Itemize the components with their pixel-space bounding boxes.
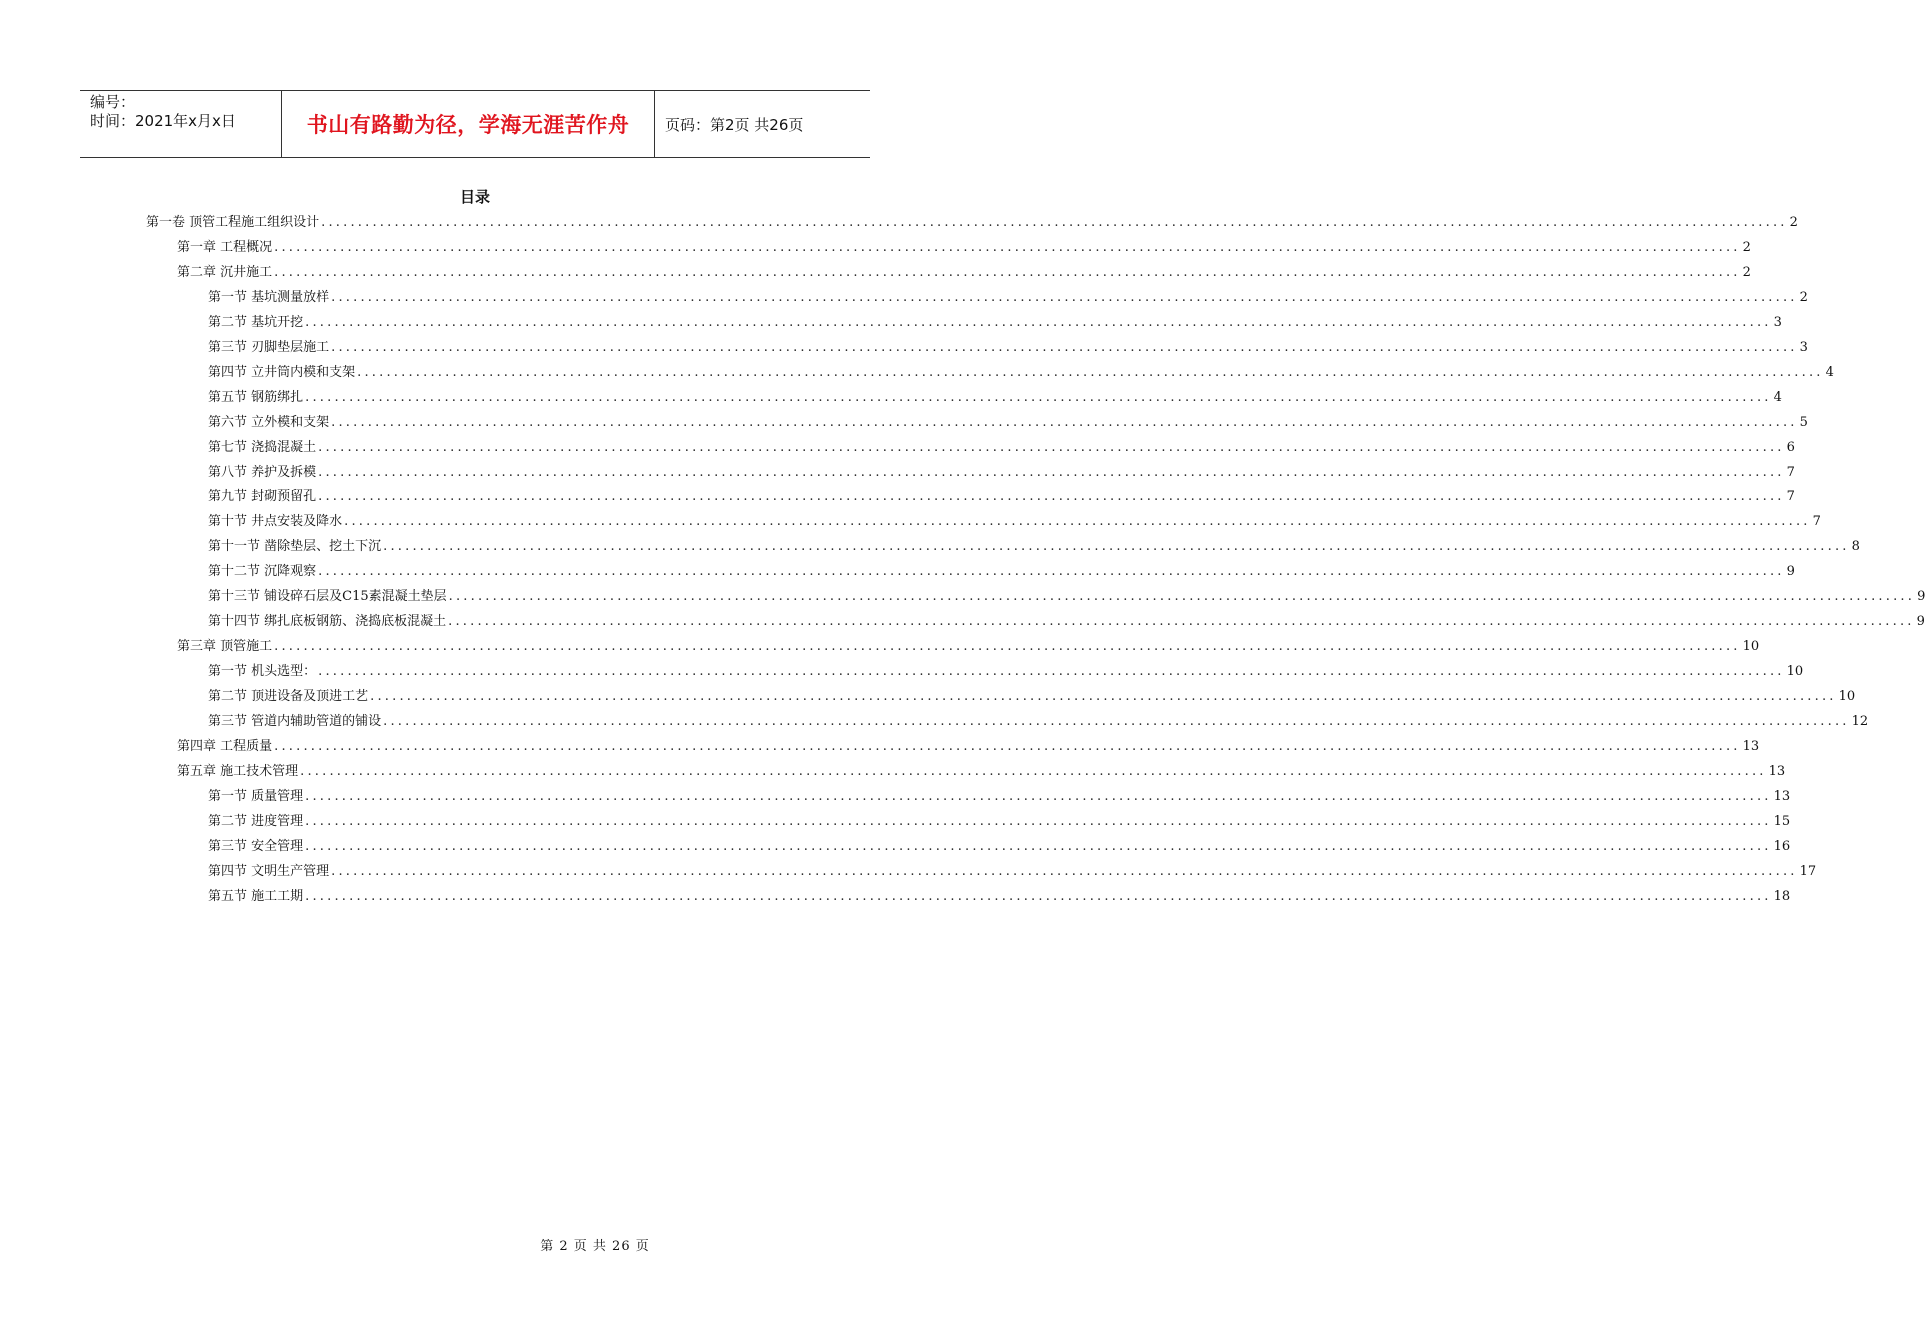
toc-entry-page: 2 <box>1799 289 1808 305</box>
toc-dot-leader: ........................................................................................................................................................................................................ <box>448 614 1915 630</box>
toc-entry-label: 第十二节 沉降观察 <box>208 564 317 580</box>
toc-entry-label: 第四章 工程质量 <box>177 738 273 754</box>
toc-entry-page: 2 <box>1742 264 1751 280</box>
toc-entry-page: 18 <box>1773 888 1791 904</box>
toc-entry-page: 13 <box>1768 763 1786 779</box>
toc-entry[interactable] <box>208 532 1860 556</box>
toc-entry-page: 13 <box>1773 788 1791 804</box>
toc-entry[interactable] <box>208 807 1791 831</box>
toc-entry-label: 第十三节 铺设碎石层及C15素混凝土垫层 <box>208 589 447 605</box>
toc-entry[interactable] <box>208 657 1804 681</box>
toc-dot-leader: ........................................................................................................................................................................................................ <box>274 738 1741 754</box>
toc-entry-page: 10 <box>1742 639 1760 655</box>
toc-entry-page: 7 <box>1786 464 1795 480</box>
toc-entry-label: 第二节 进度管理 <box>208 813 304 829</box>
toc-dot-leader: ........................................................................................................................................................................................................ <box>318 464 1785 480</box>
toc-title: 目录 <box>459 188 490 206</box>
toc-dot-leader: ........................................................................................................................................................................................................ <box>331 863 1798 879</box>
toc-dot-leader: ........................................................................................................................................................................................................ <box>305 888 1772 904</box>
toc-dot-leader: ........................................................................................................................................................................................................ <box>448 589 1916 605</box>
toc-entry[interactable] <box>208 857 1817 881</box>
toc-entry-page: 9 <box>1786 564 1795 580</box>
toc-entry-page: 15 <box>1773 813 1791 829</box>
toc-entry-label: 第一章 工程概况 <box>177 239 273 255</box>
toc-entry-page: 4 <box>1825 364 1834 380</box>
toc-entry-page: 7 <box>1812 514 1821 530</box>
toc-entry-page: 10 <box>1838 689 1856 705</box>
toc-dot-leader: ........................................................................................................................................................................................................ <box>383 714 1850 729</box>
toc-entry-label: 第二节 基坑开挖 <box>208 314 304 330</box>
toc-entry-page: 3 <box>1773 314 1782 330</box>
toc-entry[interactable] <box>177 233 1751 257</box>
toc-dot-leader: ........................................................................................................................................................................................................ <box>318 489 1785 505</box>
toc-entry-label: 第十节 井点安装及降水 <box>208 514 343 530</box>
toc-entry-page: 13 <box>1742 738 1760 754</box>
toc-dot-leader: ........................................................................................................................................................................................................ <box>305 788 1772 804</box>
toc-entry-page: 9 <box>1917 589 1925 605</box>
toc-entry[interactable] <box>208 707 1869 731</box>
toc-entry-page: 7 <box>1786 489 1795 505</box>
toc-entry[interactable] <box>208 308 1782 332</box>
toc-dot-leader: ........................................................................................................................................................................................................ <box>274 264 1741 280</box>
toc-entry-page: 2 <box>1789 215 1798 230</box>
toc-entry-label: 第二章 沉井施工 <box>177 264 273 280</box>
toc-entry-page: 10 <box>1786 664 1804 680</box>
toc-entry[interactable] <box>208 383 1782 407</box>
header-page-info: 页码：第2页 共26页 <box>665 115 804 134</box>
toc-entry[interactable] <box>208 458 1795 482</box>
toc-entry-label: 第三节 刃脚垫层施工 <box>208 339 330 355</box>
toc-dot-leader: ........................................................................................................................................................................................................ <box>305 813 1772 829</box>
toc-entry-label: 第三章 顶管施工 <box>177 639 273 655</box>
toc-entry-page: 17 <box>1799 863 1817 879</box>
toc-entry-page: 4 <box>1773 389 1782 405</box>
header-motto: 书山有路勤为径，学海无涯苦作舟 <box>282 91 655 157</box>
toc-entry-label: 第一节 质量管理 <box>208 788 304 804</box>
toc-entry[interactable] <box>208 408 1808 432</box>
toc-entry[interactable] <box>146 208 1798 232</box>
toc-entry-label: 第二节 顶进设备及顶进工艺 <box>208 689 369 705</box>
toc-dot-leader: ........................................................................................................................................................................................................ <box>357 364 1824 380</box>
toc-dot-leader: ........................................................................................................................................................................................................ <box>305 389 1772 405</box>
toc-entry[interactable] <box>208 507 1821 531</box>
toc-entry[interactable] <box>208 283 1808 307</box>
toc-entry[interactable] <box>208 557 1795 581</box>
toc-entry[interactable] <box>208 682 1856 706</box>
toc-entry[interactable] <box>208 607 1925 631</box>
header-meta <box>80 91 282 157</box>
toc-entry[interactable] <box>177 632 1760 656</box>
toc-entry-page: 16 <box>1773 838 1791 854</box>
toc-entry-label: 第一节 基坑测量放样 <box>208 289 330 305</box>
toc-dot-leader: ........................................................................................................................................................................................................ <box>305 838 1772 854</box>
page-footer: 第 2 页 共 26 页 <box>540 1239 650 1254</box>
toc-entry-label: 第五章 施工技术管理 <box>177 763 299 779</box>
toc-dot-leader: ........................................................................................................................................................................................................ <box>318 564 1785 580</box>
toc-entry-label: 第七节 浇捣混凝土 <box>208 439 317 455</box>
toc-entry-label: 第三节 安全管理 <box>208 838 304 854</box>
toc-dot-leader: ........................................................................................................................................................................................................ <box>383 539 1850 555</box>
toc-dot-leader: ........................................................................................................................................................................................................ <box>331 414 1798 430</box>
toc-entry[interactable] <box>208 582 1925 606</box>
toc-dot-leader: ........................................................................................................................................................................................................ <box>305 314 1772 330</box>
document-time-label: 时间：2021年x月x日 <box>90 112 236 130</box>
toc-entry[interactable] <box>208 482 1795 506</box>
toc-entry-label: 第五节 施工工期 <box>208 888 304 904</box>
toc-entry-label: 第六节 立外模和支架 <box>208 414 330 430</box>
toc-dot-leader: ........................................................................................................................................................................................................ <box>331 339 1798 355</box>
toc-entry-label: 第一卷 顶管工程施工组织设计 <box>146 215 320 230</box>
toc-dot-leader: ........................................................................................................................................................................................................ <box>370 689 1837 705</box>
toc-entry-page: 8 <box>1851 539 1860 555</box>
toc-entry[interactable] <box>208 882 1791 906</box>
toc-entry-label: 第五节 钢筋绑扎 <box>208 389 304 405</box>
toc-dot-leader: ........................................................................................................................................................................................................ <box>318 439 1785 455</box>
toc-entry[interactable] <box>177 258 1751 282</box>
toc-entry[interactable] <box>177 732 1760 756</box>
toc-entry[interactable] <box>208 333 1808 357</box>
toc-entry-label: 第四节 立井筒内模和支架 <box>208 364 356 380</box>
toc-entry-label: 第八节 养护及拆模 <box>208 464 317 480</box>
toc-dot-leader: ........................................................................................................................................................................................................ <box>331 289 1798 305</box>
toc-entry-page: 12 <box>1851 714 1869 729</box>
toc-entry-page: 9 <box>1916 614 1925 630</box>
toc-entry-label: 第一节 机头选型： <box>208 664 317 680</box>
toc-dot-leader: ........................................................................................................................................................................................................ <box>300 763 1767 779</box>
toc-entry-page: 5 <box>1799 414 1808 430</box>
toc-dot-leader: ........................................................................................................................................................................................................ <box>274 639 1741 655</box>
toc-entry[interactable] <box>208 358 1834 382</box>
toc-entry[interactable] <box>208 832 1791 856</box>
toc-dot-leader: ........................................................................................................................................................................................................ <box>318 664 1785 680</box>
toc-entry-page: 2 <box>1742 239 1751 255</box>
toc-dot-leader: ........................................................................................................................................................................................................ <box>274 239 1741 255</box>
page-header <box>80 90 870 158</box>
toc-entry-label: 第九节 封砌预留孔 <box>208 489 317 505</box>
toc-entry-label: 第十四节 绑扎底板钢筋、浇捣底板混凝土 <box>208 614 447 630</box>
toc-entry-label: 第十一节 凿除垫层、挖土下沉 <box>208 539 382 555</box>
document-number-label: 编号： <box>90 93 136 111</box>
toc-entry[interactable] <box>208 433 1795 457</box>
toc-entry-page: 6 <box>1786 439 1795 455</box>
toc-entry-label: 第四节 文明生产管理 <box>208 863 330 879</box>
toc-dot-leader: ........................................................................................................................................................................................................ <box>321 215 1788 230</box>
toc-entry-page: 3 <box>1799 339 1808 355</box>
toc-entry-label: 第三节 管道内辅助管道的铺设 <box>208 714 382 729</box>
toc-dot-leader: ........................................................................................................................................................................................................ <box>344 514 1811 530</box>
toc-entry[interactable] <box>177 757 1786 781</box>
toc-entry[interactable] <box>208 782 1791 806</box>
